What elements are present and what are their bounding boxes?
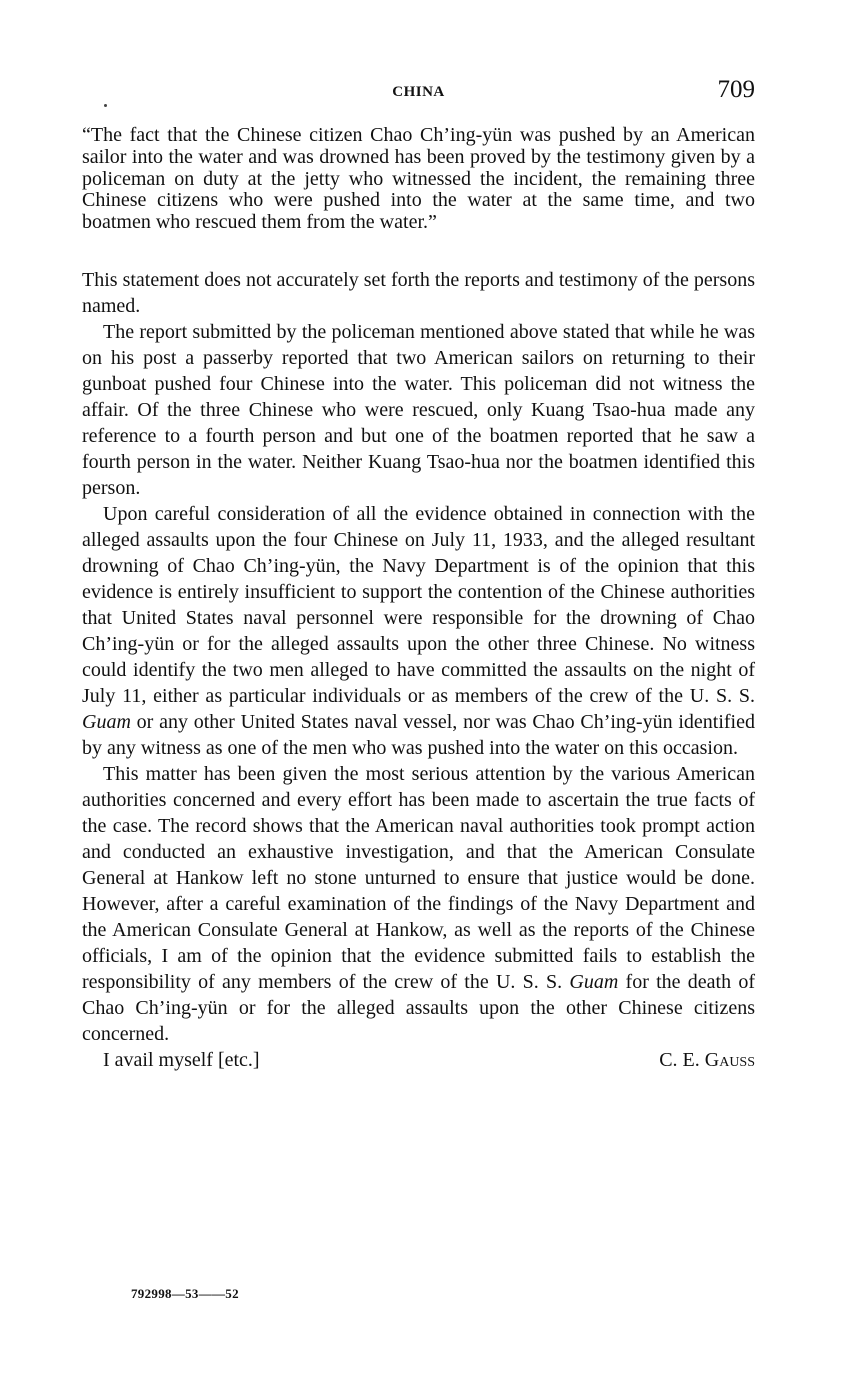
paragraph-4 xyxy=(82,761,755,1047)
paragraph-4-part-b: for the death of Chao Ch’ing-yün or for the alleged assaults upon the other Chinese citizens concerned. xyxy=(82,971,755,1045)
paragraph-3-part-b: or any other United States naval vessel, nor was Chao Ch’ing-yün identified by any witness as one of the men who was pushed into the water on this occasion. xyxy=(82,711,755,759)
paragraph-2: The report submitted by the policeman mentioned above stated that while he was on his post a passerby reported that two American sailors on returning to their gunboat pushed four Chinese into the water. This policeman did not witness the affair. Of the three Chinese who were rescued, only Kuang Tsao-hua made any reference to a fourth person and but one of the boatmen reported that he saw a fourth person in the water. Neither Kuang Tsao-hua nor the boatmen identified this person. xyxy=(82,321,755,499)
paragraph-3 xyxy=(82,501,755,761)
quoted-statement: “The fact that the Chinese citizen Chao Ch’ing-yün was pushed by an American sailor into the water and was drowned has been proved by the testimony given by a policeman on duty at the jetty who witnessed the incident, the remaining three Chinese citizens who were pushed into the water at the same time, and two boatmen who rescued them from the water.” xyxy=(82,124,755,234)
closing-phrase: I avail myself [etc.] xyxy=(103,1049,260,1071)
running-head-title: CHINA xyxy=(392,84,445,100)
page-number: 709 xyxy=(717,76,755,103)
running-head xyxy=(82,76,755,110)
paragraph-4-part-a: This matter has been given the most serious attention by the various American authorities concerned and every effort has been made to ascertain the true facts of the case. The record shows that the American naval authorities took prompt action and conducted an exhaustive investigation, and that the American Consulate General at Hankow left no stone unturned to ensure that justice would be done. However, after a careful examination of the findings of the Navy Department and the American Consulate General at Hankow, as well as the reports of the Chinese officials, I am of the opinion that the evidence submitted fails to establish the responsibility of any members of the crew of the U. S. S. xyxy=(82,763,755,993)
body-text xyxy=(82,267,755,1073)
signoff-line xyxy=(82,1047,755,1073)
paragraph-1: This statement does not accurately set forth the reports and testimony of the persons named. xyxy=(82,269,755,317)
paragraph-3-part-a: Upon careful consideration of all the evidence obtained in connection with the alleged assaults upon the four Chinese on July 11, 1933, and the alleged resultant drowning of Chao Ch’ing-yün, the Navy Department is of the opinion that this evidence is entirely insufficient to support the contention of the Chinese authorities that United States naval personnel were responsible for the drowning of Chao Ch’ing-yün or for the alleged assaults upon the other three Chinese. No witness could identify the two men alleged to have committed the assaults on the night of July 11, either as particular individuals or as members of the crew of the U. S. S. xyxy=(82,503,755,707)
stray-print-mark xyxy=(104,104,107,107)
ship-name: Guam xyxy=(569,971,619,993)
ship-name: Guam xyxy=(82,711,131,733)
print-code-footer: 792998—53——52 xyxy=(131,1286,239,1301)
signature: C. E. Gauss xyxy=(659,1049,755,1071)
